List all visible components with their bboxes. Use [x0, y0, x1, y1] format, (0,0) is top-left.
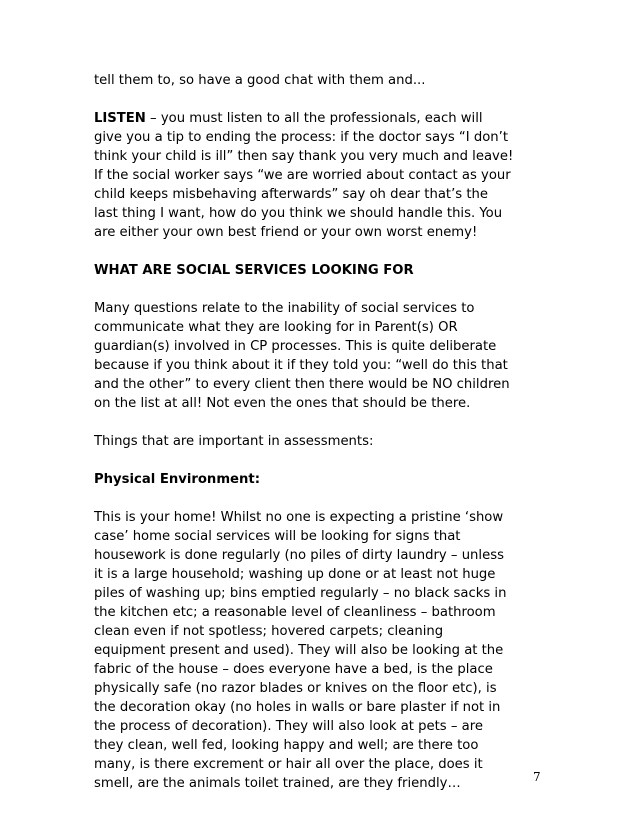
paragraph-listen [94, 109, 564, 242]
text-line: housework is done regularly (no piles of dirty laundry – unless [94, 548, 504, 563]
text-line: case’ home social services will be looking for signs that [94, 529, 461, 544]
section-heading-physical-environment: Physical Environment: [94, 472, 260, 487]
text-line: equipment present and used). They will also be looking at the [94, 643, 504, 658]
text-line: the decoration okay (no holes in walls or bare plaster if not in [94, 700, 501, 715]
text-line: many, is there excrement or hair all over the place, does it [94, 757, 483, 772]
paragraph-assessments [94, 432, 564, 451]
text-line: smell, are the animals toilet trained, are they friendly… [94, 776, 461, 791]
text-line: and the other” to every client then there would be NO children [94, 377, 510, 392]
paragraph-social-services [94, 299, 564, 413]
text-line: think your child is ill” then say thank you very much and leave! [94, 149, 514, 164]
text-line: clean even if not spotless; hovered carpets; cleaning [94, 624, 444, 639]
text-line: child keeps misbehaving afterwards” say oh dear that’s the [94, 187, 488, 202]
text-line: are either your own best friend or your own worst enemy! [94, 225, 478, 240]
text-line: This is your home! Whilst no one is expecting a pristine ‘show [94, 510, 504, 525]
text-line: on the list at all! Not even the ones that should be there. [94, 396, 471, 411]
text-line: Things that are important in assessments: [94, 434, 374, 449]
text-line: give you a tip to ending the process: if the doctor says “I don’t [94, 130, 509, 145]
page-body [94, 71, 564, 812]
text-line: physically safe (no razor blades or knives on the floor etc), is [94, 681, 497, 696]
text-line: last thing I want, how do you think we should handle this. You [94, 206, 503, 221]
text-line: because if you think about it if they told you: “well do this that [94, 358, 508, 373]
text-line: the process of decoration). They will also look at pets – are [94, 719, 483, 734]
text-line: guardian(s) involved in CP processes. This is quite deliberate [94, 339, 497, 354]
section-heading-social-services: WHAT ARE SOCIAL SERVICES LOOKING FOR [94, 263, 414, 278]
text-line: the kitchen etc; a reasonable level of cleanliness – bathroom [94, 605, 496, 620]
paragraph-intro [94, 71, 564, 90]
text-line: communicate what they are looking for in Parent(s) OR [94, 320, 458, 335]
text-line: If the social worker says “we are worried about contact as your [94, 168, 511, 183]
text-line [94, 109, 564, 128]
listen-first-line: – you must listen to all the professionals, each will [145, 111, 483, 126]
listen-lead: LISTEN [94, 111, 146, 126]
text-line: fabric of the house – does everyone have a bed, is the place [94, 662, 493, 677]
paragraph-physical-environment [94, 508, 564, 793]
text-line: Many questions relate to the inability of social services to [94, 301, 475, 316]
text-line: it is a large household; washing up done or at least not huge [94, 567, 496, 582]
text-line: they clean, well fed, looking happy and well; are there too [94, 738, 479, 753]
page-number: 7 [533, 770, 541, 784]
text-line: piles of washing up; bins emptied regularly – no black sacks in [94, 586, 507, 601]
text-line: tell them to, so have a good chat with them and... [94, 73, 426, 88]
